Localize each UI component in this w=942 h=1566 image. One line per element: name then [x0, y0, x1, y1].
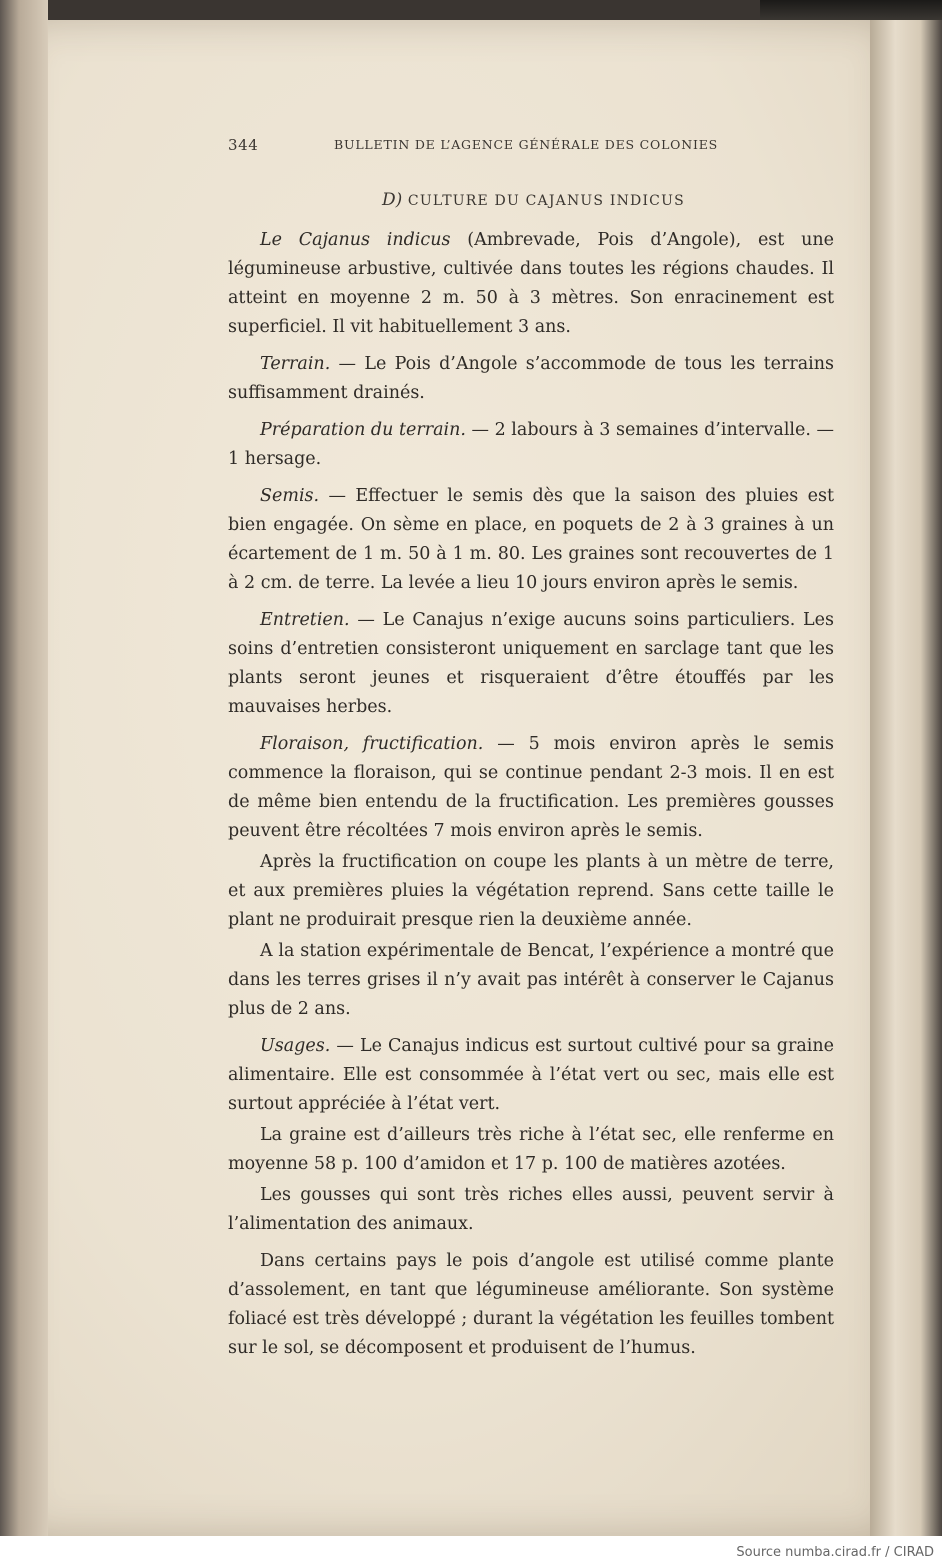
paragraph-text: — Le Pois d’Angole s’accommode de tous les terrains suffisamment drainés. [228, 354, 834, 403]
paragraph-lead: Usages. [260, 1036, 331, 1056]
right-page-curl [870, 20, 942, 1536]
source-credit: Source numba.cirad.fr / CIRAD [736, 1545, 934, 1560]
paragraph-lead: Préparation du terrain. [260, 420, 466, 440]
paragraph [228, 416, 834, 474]
paragraph-text: — Le Canajus n’exige aucuns soins particuliers. Les soins d’entretien consisteront uniquement en sarclage tant que les plants seront jeunes et risqueraient d’être étouffés par les mauvaises herbes. [228, 610, 834, 717]
paragraph [228, 350, 834, 408]
paragraph-text: — 5 mois environ après le semis commence la floraison, qui se continue pendant 2-3 mois. Il en est de même bien entendu de la fructification. Les premières gousses peuvent être récoltées 7 mois environ après le semis. [228, 734, 834, 841]
paragraph-text: — Effectuer le semis dès que la saison des pluies est bien engagée. On sème en place, en poquets de 2 à 3 graines à un écartement de 1 m. 50 à 1 m. 80. Les graines sont recouvertes de 1 à 2 cm. de terre. La levée a lieu 10 jours environ après le semis. [228, 486, 834, 593]
section-title-text: CULTURE DU CAJANUS INDICUS [407, 193, 685, 209]
paragraph-lead: Floraison, fructification. [260, 734, 484, 754]
paragraph-lead: Le Cajanus indicus [260, 230, 451, 250]
section-letter: D) [382, 190, 403, 210]
paragraph-lead: Entretien. [260, 610, 350, 630]
paragraph [228, 937, 834, 1024]
paragraph [228, 730, 834, 846]
paragraph [228, 1247, 834, 1363]
paragraph [228, 226, 834, 342]
paragraph-lead: Semis. [260, 486, 320, 506]
paragraph-text: Dans certains pays le pois d’angole est utilisé comme plante d’assolement, en tant que légumineuse améliorante. Son système foliacé est très développé ; durant la végétation les feuilles tombent sur le sol, se décomposent et produisent de l’humus. [228, 1251, 834, 1358]
page-number: 344 [228, 136, 259, 154]
paragraph [228, 1032, 834, 1119]
paragraph-text: — Le Canajus indicus est surtout cultivé pour sa graine alimentaire. Elle est consommée à l’état vert ou sec, mais elle est surtout appréciée à l’état vert. [228, 1036, 834, 1114]
paragraph-lead: Terrain. [260, 354, 331, 374]
paragraph [228, 1181, 834, 1239]
article-body [228, 226, 834, 1371]
paragraph [228, 1121, 834, 1179]
left-book-edge [0, 0, 48, 1536]
paragraph-text: Les gousses qui sont très riches elles aussi, peuvent servir à l’alimentation des animaux. [228, 1185, 834, 1234]
paragraph-text: (Ambrevade, Pois d’Angole), est une légumineuse arbustive, cultivée dans toutes les régions chaudes. Il atteint en moyenne 2 m. 50 à 3 mètres. Son enracinement est superficiel. Il vit habituellement 3 ans. [228, 230, 834, 337]
paragraph-text: La graine est d’ailleurs très riche à l’état sec, elle renferme en moyenne 58 p. 100 d’amidon et 17 p. 100 de matières azotées. [228, 1125, 834, 1174]
paragraph [228, 482, 834, 598]
paragraph-text: — 2 labours à 3 semaines d’intervalle. — 1 hersage. [228, 420, 834, 469]
section-title [382, 190, 685, 210]
paragraph [228, 606, 834, 722]
paragraph-text: Après la fructification on coupe les plants à un mètre de terre, et aux premières pluies la végétation reprend. Sans cette taille le plant ne produirait presque rien la deuxième année. [228, 852, 834, 930]
running-head: BULLETIN DE L’AGENCE GÉNÉRALE DES COLONIES [334, 137, 718, 152]
paragraph [228, 848, 834, 935]
page-header [228, 136, 758, 156]
paragraph-text: A la station expérimentale de Bencat, l’expérience a montré que dans les terres grises il n’y avait pas intérêt à conserver le Cajanus plus de 2 ans. [228, 941, 834, 1019]
